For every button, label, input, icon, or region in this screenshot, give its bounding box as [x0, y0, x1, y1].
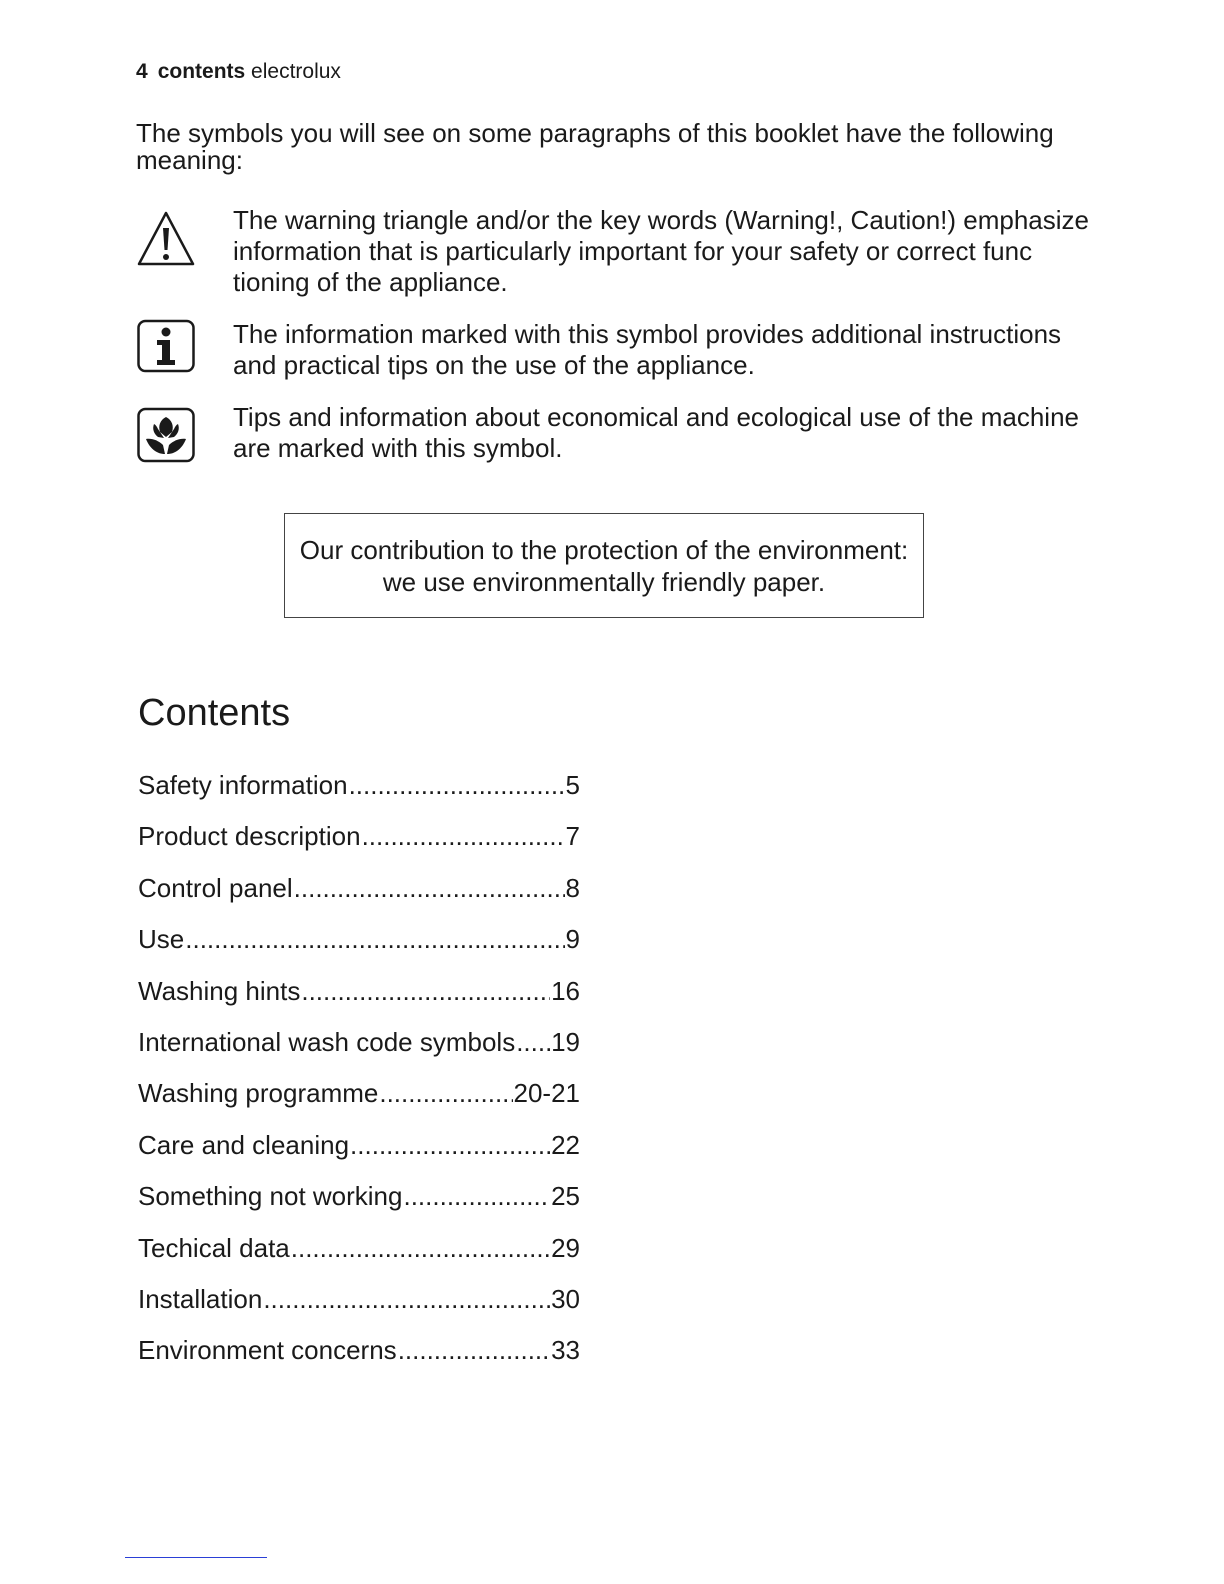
intro-text: The symbols you will see on some paragraphs of this booklet have the following meaning: — [136, 118, 1054, 175]
toc-entry-title: Techical data — [138, 1232, 290, 1263]
toc-entry — [138, 870, 580, 921]
toc-entry-page: 9 — [565, 924, 580, 955]
environment-note-line1: Our contribution to the protection of the environment: — [299, 535, 909, 565]
contents-title: Contents — [138, 692, 291, 734]
toc-entry-title: Washing hints — [138, 975, 301, 1006]
toc-leader — [398, 1332, 550, 1368]
toc-entry-page: 16 — [551, 975, 580, 1006]
toc-entry — [138, 1178, 580, 1229]
toc-entry-page: 8 — [565, 872, 580, 903]
toc-leader — [301, 973, 550, 1009]
table-of-contents — [138, 767, 580, 1384]
environment-note-line2: we use environmentally friendly paper. — [382, 567, 826, 597]
warning-triangle-icon — [136, 207, 196, 267]
information-icon — [136, 319, 196, 379]
toc-entry — [138, 1281, 580, 1332]
toc-entry-title: Product description — [138, 821, 361, 852]
toc-leader — [263, 1281, 550, 1317]
toc-leader — [403, 1178, 550, 1214]
toc-entry — [138, 1332, 580, 1383]
warning-symbol-text: The warning triangle and/or the key words (Warning!, Caution!) emphasize information that is particularly important for your safety or correct func tioning of the appliance. — [233, 205, 1090, 297]
toc-entry — [138, 973, 580, 1024]
toc-entry — [138, 1024, 580, 1075]
toc-entry-title: Washing programme — [138, 1078, 379, 1109]
toc-entry-page: 33 — [551, 1335, 580, 1366]
toc-entry — [138, 1075, 580, 1126]
toc-leader — [185, 921, 564, 957]
toc-entry-title: Care and cleaning — [138, 1129, 350, 1160]
toc-entry-page: 20-21 — [513, 1078, 580, 1109]
toc-entry-title: Something not working — [138, 1181, 403, 1212]
footer-divider — [125, 1557, 267, 1558]
toc-leader — [516, 1024, 550, 1060]
toc-entry-page: 19 — [551, 1026, 580, 1057]
brand-name: electrolux — [251, 60, 341, 83]
page-number: 4 — [136, 60, 148, 83]
toc-leader — [291, 1230, 550, 1266]
toc-entry — [138, 818, 580, 869]
environment-note-box — [284, 513, 924, 618]
page-header — [136, 60, 341, 84]
toc-entry-page: 5 — [565, 770, 580, 800]
toc-entry — [138, 767, 580, 818]
toc-entry-page: 7 — [565, 821, 580, 852]
section-label: contents — [157, 60, 246, 83]
toc-entry — [138, 1127, 580, 1178]
toc-entry-title: International wash code symbols — [138, 1026, 516, 1057]
toc-leader — [349, 767, 565, 803]
eco-flower-icon — [136, 407, 196, 467]
toc-entry-title: Safety information — [138, 770, 348, 800]
toc-entry — [138, 1230, 580, 1281]
toc-leader — [362, 818, 565, 854]
toc-entry-page: 22 — [551, 1129, 580, 1160]
toc-entry-title: Use — [138, 924, 185, 955]
toc-entry — [138, 921, 580, 972]
toc-leader — [350, 1127, 550, 1163]
toc-entry-title: Control panel — [138, 872, 293, 903]
toc-leader — [379, 1075, 512, 1111]
toc-leader — [294, 870, 565, 906]
toc-entry-page: 30 — [551, 1283, 580, 1314]
toc-entry-title: Installation — [138, 1283, 263, 1314]
info-symbol-text: The information marked with this symbol provides additional instructions and practical tips on the use of the appliance. — [233, 319, 1062, 380]
toc-entry-title: Environment concerns — [138, 1335, 397, 1366]
eco-symbol-text: Tips and information about economical and ecological use of the machine are marked with this symbol. — [233, 402, 1079, 463]
toc-entry-page: 29 — [551, 1232, 580, 1263]
toc-entry-page: 25 — [551, 1181, 580, 1212]
